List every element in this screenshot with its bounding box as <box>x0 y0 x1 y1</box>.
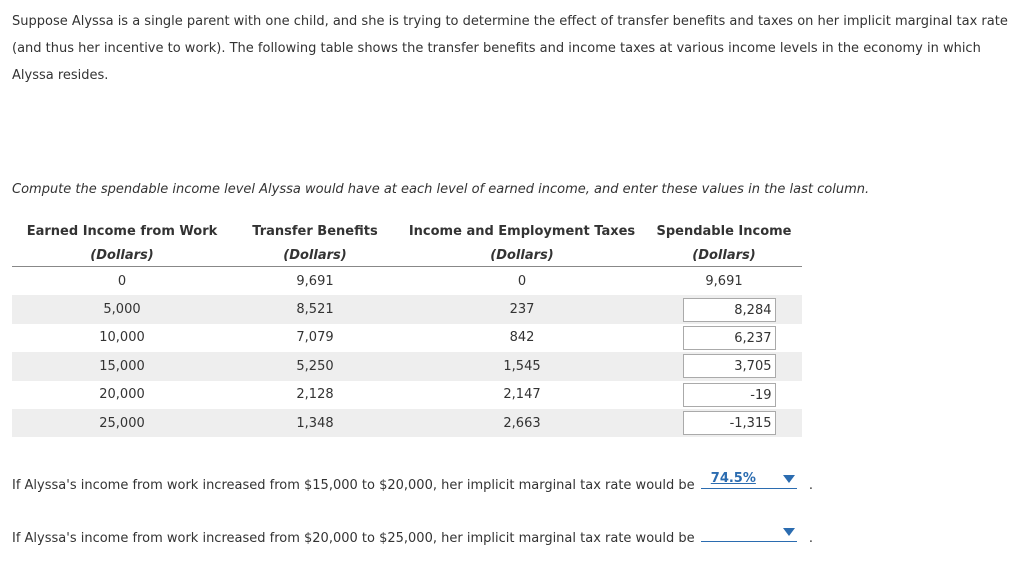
dropdown-arrow-icon <box>783 528 795 536</box>
benefits-cell: 9,691 <box>296 273 334 289</box>
taxes-cell: 0 <box>517 273 527 289</box>
question-1-text: If Alyssa's income from work increased from $15,000 to $20,000, her implicit marginal tax rate would be <box>12 478 695 493</box>
header-spendable-income: Spendable Income <box>656 223 792 239</box>
unit-transfer-benefits: (Dollars) <box>232 244 398 267</box>
earned-cell: 25,000 <box>12 409 232 437</box>
table-row <box>12 381 802 409</box>
taxes-cell: 237 <box>398 295 646 323</box>
taxes-cell: 2,147 <box>503 387 541 403</box>
spendable-cell <box>646 295 802 323</box>
spendable-cell <box>646 324 802 352</box>
dropdown-arrow-icon <box>783 475 795 483</box>
earned-cell: 20,000 <box>99 387 145 403</box>
spendable-input[interactable]: -1,315 <box>683 411 776 435</box>
earned-cell: 0 <box>117 273 127 289</box>
spendable-input[interactable]: 3,705 <box>683 354 776 378</box>
earned-cell: 10,000 <box>99 330 145 346</box>
spendable-input[interactable]: 8,284 <box>683 298 776 322</box>
header-earned-income: Earned Income from Work <box>26 223 218 239</box>
spendable-input[interactable]: -19 <box>683 383 776 407</box>
earned-cell: 5,000 <box>12 295 232 323</box>
tax-rate-dropdown-1[interactable] <box>701 471 797 489</box>
benefits-cell: 7,079 <box>296 330 334 346</box>
earned-cell: 15,000 <box>12 352 232 380</box>
question-2-end: . <box>808 531 814 546</box>
header-taxes: Income and Employment Taxes <box>408 223 636 239</box>
taxes-cell: 1,545 <box>398 352 646 380</box>
spendable-input[interactable]: 6,237 <box>683 326 776 350</box>
instruction-text: Compute the spendable income level Alyssa would have at each level of earned income, and enter these values in the last column. <box>12 182 870 197</box>
unit-taxes: (Dollars) <box>398 244 646 267</box>
table-row <box>12 352 802 380</box>
benefits-cell: 5,250 <box>232 352 398 380</box>
question-2 <box>12 524 813 546</box>
spendable-cell <box>646 409 802 437</box>
header-transfer-benefits: Transfer Benefits <box>252 223 378 239</box>
spendable-cell: 9,691 <box>705 273 743 289</box>
benefits-cell: 8,521 <box>232 295 398 323</box>
spendable-cell <box>646 381 802 409</box>
table-row <box>12 267 802 296</box>
table-row <box>12 295 802 323</box>
tax-rate-dropdown-1-value: 74.5% <box>710 471 756 486</box>
unit-earned-income: (Dollars) <box>12 244 232 267</box>
taxes-cell: 2,663 <box>398 409 646 437</box>
intro-paragraph: Suppose Alyssa is a single parent with one child, and she is trying to determine the effect of transfer benefits and taxes on her implicit marginal tax rate (and thus her incentive to work). The following table shows the transfer benefits and income taxes at various income levels in the economy in which Alyssa resides. <box>12 14 1008 83</box>
income-table <box>12 218 802 437</box>
benefits-cell: 1,348 <box>232 409 398 437</box>
question-2-text: If Alyssa's income from work increased from $20,000 to $25,000, her implicit marginal tax rate would be <box>12 531 695 546</box>
question-1-end: . <box>808 478 814 493</box>
spendable-cell <box>646 352 802 380</box>
question-1 <box>12 471 813 493</box>
table-row <box>12 324 802 352</box>
tax-rate-dropdown-2[interactable] <box>701 524 797 542</box>
taxes-cell: 842 <box>509 330 535 346</box>
unit-spendable-income: (Dollars) <box>646 244 802 267</box>
benefits-cell: 2,128 <box>296 387 334 403</box>
table-row <box>12 409 802 437</box>
